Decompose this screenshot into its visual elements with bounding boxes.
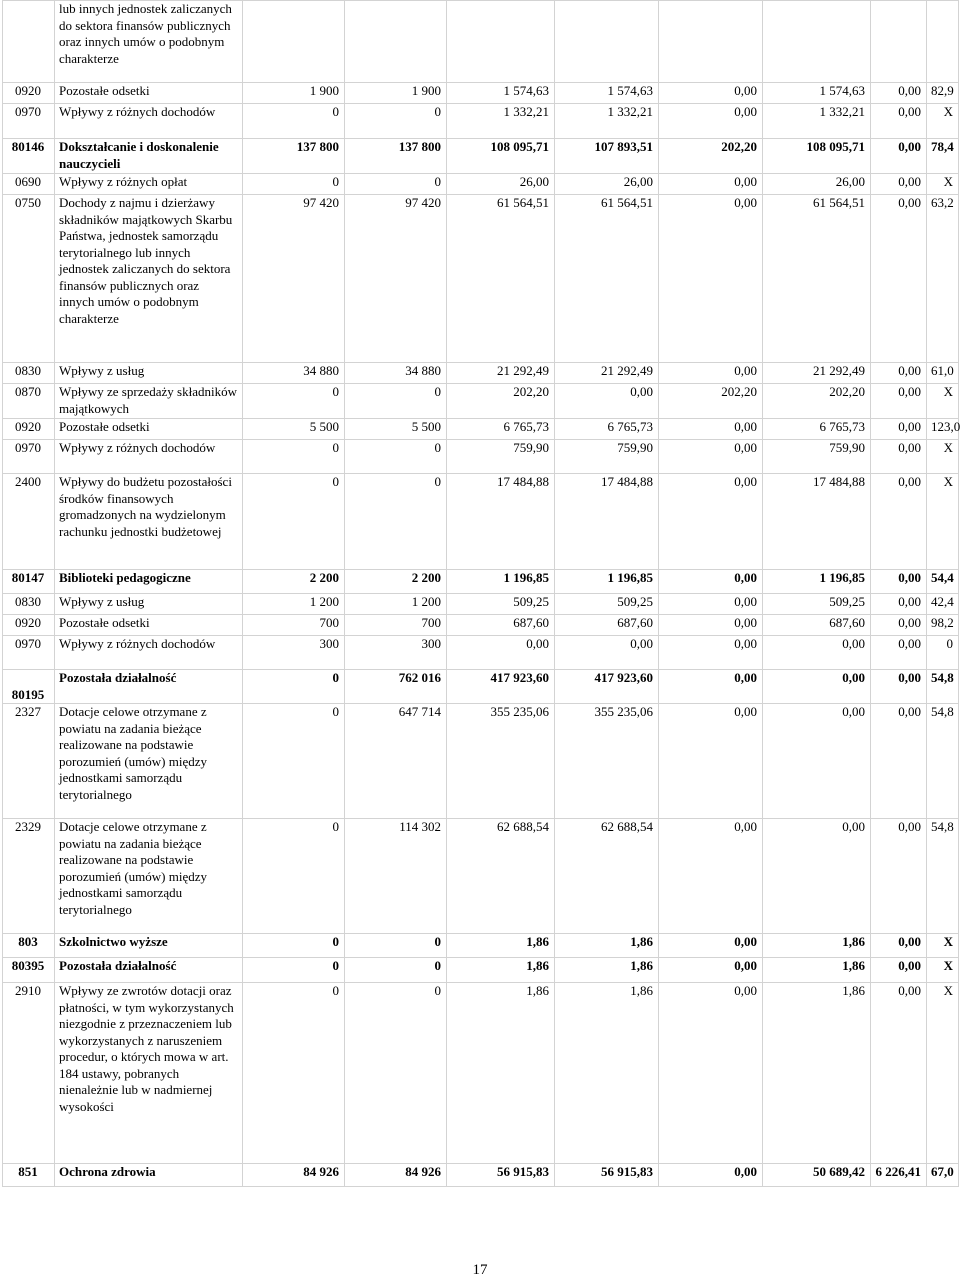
amount-arrears-col: 6 765,73: [763, 419, 871, 440]
classification-code: 0690: [3, 174, 55, 195]
amount-received: 21 292,49: [555, 363, 659, 384]
amount-plan-initial: 0: [243, 819, 345, 934]
amount-plan-after-changes: 700: [345, 615, 447, 636]
amount-overdue: 0,00: [871, 195, 927, 363]
classification-code: 80146: [3, 139, 55, 174]
amount-received: 1,86: [555, 958, 659, 983]
amount-overdue: [871, 1, 927, 83]
budget-income-table: [2, 0, 959, 1187]
amount-plan-initial: 0: [243, 670, 345, 704]
amount-plan-initial: 34 880: [243, 363, 345, 384]
item-description: lub innych jednostek zaliczanych do sektora finansów publicznych oraz innych umów o podobnym charakterze: [55, 1, 243, 83]
amount-overdue: 0,00: [871, 704, 927, 819]
amount-percent: 54,4: [927, 570, 959, 594]
amount-plan-initial: [243, 1, 345, 83]
table-row: [3, 704, 959, 819]
amount-plan-after-changes: 762 016: [345, 670, 447, 704]
classification-code: [3, 1, 55, 83]
amount-receivables: 0,00: [659, 819, 763, 934]
item-description: Pozostała działalność: [55, 670, 243, 704]
amount-receivables: 202,20: [659, 139, 763, 174]
amount-received: 107 893,51: [555, 139, 659, 174]
amount-arrears-col: 1 332,21: [763, 104, 871, 139]
amount-plan-after-changes: 0: [345, 440, 447, 474]
amount-plan-initial: 0: [243, 440, 345, 474]
table-row: [3, 570, 959, 594]
classification-code: 0920: [3, 419, 55, 440]
classification-code: 0870: [3, 384, 55, 419]
classification-code: 80147: [3, 570, 55, 594]
amount-plan-after-changes: 97 420: [345, 195, 447, 363]
amount-arrears-col: 17 484,88: [763, 474, 871, 570]
table-row: [3, 104, 959, 139]
amount-plan-initial: 2 200: [243, 570, 345, 594]
amount-executed: 759,90: [447, 440, 555, 474]
amount-receivables: 0,00: [659, 195, 763, 363]
amount-percent: X: [927, 934, 959, 958]
classification-code: 80195: [3, 670, 55, 704]
amount-received: 355 235,06: [555, 704, 659, 819]
amount-plan-after-changes: 84 926: [345, 1164, 447, 1187]
amount-plan-initial: 0: [243, 474, 345, 570]
amount-received: 56 915,83: [555, 1164, 659, 1187]
item-description: Wpływy z różnych opłat: [55, 174, 243, 195]
item-description: Biblioteki pedagogiczne: [55, 570, 243, 594]
amount-receivables: 0,00: [659, 440, 763, 474]
amount-overdue: 0,00: [871, 440, 927, 474]
amount-plan-after-changes: 0: [345, 104, 447, 139]
table-row: [3, 958, 959, 983]
amount-plan-after-changes: [345, 1, 447, 83]
amount-received: 6 765,73: [555, 419, 659, 440]
table-row: [3, 1164, 959, 1187]
amount-plan-after-changes: 1 900: [345, 83, 447, 104]
table-row: [3, 474, 959, 570]
amount-received: 26,00: [555, 174, 659, 195]
amount-arrears-col: 21 292,49: [763, 363, 871, 384]
amount-plan-after-changes: 0: [345, 174, 447, 195]
table-row: [3, 384, 959, 419]
table-row: [3, 139, 959, 174]
amount-percent: X: [927, 174, 959, 195]
amount-overdue: 0,00: [871, 139, 927, 174]
item-description: Wpływy ze sprzedaży składników majątkowych: [55, 384, 243, 419]
amount-percent: 78,4: [927, 139, 959, 174]
item-description: Ochrona zdrowia: [55, 1164, 243, 1187]
amount-plan-initial: 0: [243, 704, 345, 819]
classification-code: 0830: [3, 594, 55, 615]
amount-plan-initial: 0: [243, 983, 345, 1164]
item-description: Wpływy z różnych dochodów: [55, 440, 243, 474]
amount-executed: 1,86: [447, 958, 555, 983]
amount-executed: 0,00: [447, 636, 555, 670]
amount-arrears-col: [763, 1, 871, 83]
amount-receivables: 0,00: [659, 670, 763, 704]
table-row: [3, 636, 959, 670]
classification-code: 2329: [3, 819, 55, 934]
classification-code: 803: [3, 934, 55, 958]
amount-percent: 61,0: [927, 363, 959, 384]
amount-overdue: 0,00: [871, 615, 927, 636]
classification-code: 0830: [3, 363, 55, 384]
classification-code: 0970: [3, 440, 55, 474]
amount-receivables: 0,00: [659, 1164, 763, 1187]
amount-plan-initial: 84 926: [243, 1164, 345, 1187]
item-description: Pozostałe odsetki: [55, 615, 243, 636]
amount-plan-after-changes: 34 880: [345, 363, 447, 384]
amount-receivables: 0,00: [659, 636, 763, 670]
amount-plan-after-changes: 0: [345, 474, 447, 570]
amount-overdue: 0,00: [871, 594, 927, 615]
amount-receivables: [659, 1, 763, 83]
amount-plan-after-changes: 5 500: [345, 419, 447, 440]
amount-plan-after-changes: 647 714: [345, 704, 447, 819]
amount-percent: X: [927, 104, 959, 139]
amount-plan-initial: 137 800: [243, 139, 345, 174]
classification-code: 2910: [3, 983, 55, 1164]
amount-executed: 509,25: [447, 594, 555, 615]
amount-overdue: 0,00: [871, 934, 927, 958]
classification-code: 0920: [3, 83, 55, 104]
classification-code: 851: [3, 1164, 55, 1187]
amount-plan-initial: 0: [243, 104, 345, 139]
amount-plan-after-changes: 0: [345, 384, 447, 419]
amount-percent: X: [927, 983, 959, 1164]
table-row: [3, 195, 959, 363]
item-description: Wpływy ze zwrotów dotacji oraz płatności, w tym wykorzystanych niezgodnie z przeznaczeniem lub wykorzystanych z naruszeniem procedur, o których mowa w art. 184 ustawy, pobranych nienależnie lub w nadmiernej wysokości: [55, 983, 243, 1164]
amount-receivables: 0,00: [659, 570, 763, 594]
amount-executed: 355 235,06: [447, 704, 555, 819]
table-row: [3, 594, 959, 615]
amount-overdue: 0,00: [871, 958, 927, 983]
amount-received: 1 332,21: [555, 104, 659, 139]
amount-receivables: 0,00: [659, 934, 763, 958]
item-description: Wpływy z usług: [55, 594, 243, 615]
amount-percent: 54,8: [927, 704, 959, 819]
item-description: Pozostałe odsetki: [55, 83, 243, 104]
amount-percent: 54,8: [927, 819, 959, 934]
amount-plan-after-changes: 1 200: [345, 594, 447, 615]
classification-code: 0920: [3, 615, 55, 636]
classification-code: 2400: [3, 474, 55, 570]
amount-receivables: 202,20: [659, 384, 763, 419]
amount-overdue: 0,00: [871, 419, 927, 440]
amount-overdue: 0,00: [871, 636, 927, 670]
amount-plan-initial: 1 200: [243, 594, 345, 615]
amount-executed: 417 923,60: [447, 670, 555, 704]
amount-receivables: 0,00: [659, 104, 763, 139]
item-description: Dochody z najmu i dzierżawy składników majątkowych Skarbu Państwa, jednostek samorządu terytorialnego lub innych jednostek zaliczanych do sektora finansów publicznych oraz innych umów o podobnym charakterze: [55, 195, 243, 363]
amount-executed: 1 574,63: [447, 83, 555, 104]
amount-executed: 1 196,85: [447, 570, 555, 594]
amount-plan-initial: 300: [243, 636, 345, 670]
amount-plan-after-changes: 2 200: [345, 570, 447, 594]
item-description: Pozostałe odsetki: [55, 419, 243, 440]
amount-arrears-col: 1 196,85: [763, 570, 871, 594]
amount-executed: 17 484,88: [447, 474, 555, 570]
amount-received: 509,25: [555, 594, 659, 615]
table-row: [3, 440, 959, 474]
table-row: [3, 670, 959, 704]
amount-arrears-col: 202,20: [763, 384, 871, 419]
amount-executed: 21 292,49: [447, 363, 555, 384]
amount-executed: 61 564,51: [447, 195, 555, 363]
amount-receivables: 0,00: [659, 419, 763, 440]
amount-plan-after-changes: 0: [345, 958, 447, 983]
classification-code: 80395: [3, 958, 55, 983]
amount-received: 1 574,63: [555, 83, 659, 104]
amount-percent: 123,0: [927, 419, 959, 440]
classification-code: 2327: [3, 704, 55, 819]
table-row: [3, 819, 959, 934]
amount-percent: 63,2: [927, 195, 959, 363]
amount-percent: X: [927, 474, 959, 570]
item-description: Dokształcanie i doskonalenie nauczycieli: [55, 139, 243, 174]
classification-code: 0970: [3, 104, 55, 139]
amount-arrears-col: 1,86: [763, 958, 871, 983]
amount-received: 687,60: [555, 615, 659, 636]
amount-received: [555, 1, 659, 83]
table-row: [3, 363, 959, 384]
amount-received: 61 564,51: [555, 195, 659, 363]
amount-plan-initial: 0: [243, 934, 345, 958]
table-row: [3, 1, 959, 83]
table-row: [3, 174, 959, 195]
amount-executed: 1,86: [447, 983, 555, 1164]
item-description: Pozostała działalność: [55, 958, 243, 983]
amount-received: 759,90: [555, 440, 659, 474]
amount-overdue: 0,00: [871, 983, 927, 1164]
amount-arrears-col: 1,86: [763, 934, 871, 958]
amount-overdue: 0,00: [871, 819, 927, 934]
amount-executed: 62 688,54: [447, 819, 555, 934]
amount-percent: 82,9: [927, 83, 959, 104]
amount-received: 62 688,54: [555, 819, 659, 934]
classification-code: 0970: [3, 636, 55, 670]
amount-received: 0,00: [555, 384, 659, 419]
page-number: 17: [472, 1262, 488, 1278]
amount-overdue: 0,00: [871, 384, 927, 419]
amount-received: 417 923,60: [555, 670, 659, 704]
amount-received: 17 484,88: [555, 474, 659, 570]
amount-receivables: 0,00: [659, 83, 763, 104]
amount-receivables: 0,00: [659, 474, 763, 570]
amount-plan-after-changes: 300: [345, 636, 447, 670]
item-description: Dotacje celowe otrzymane z powiatu na zadania bieżące realizowane na podstawie porozumień (umów) między jednostkami samorządu terytorialnego: [55, 819, 243, 934]
amount-receivables: 0,00: [659, 174, 763, 195]
amount-arrears-col: 1 574,63: [763, 83, 871, 104]
amount-percent: 98,2: [927, 615, 959, 636]
amount-executed: 26,00: [447, 174, 555, 195]
amount-plan-initial: 5 500: [243, 419, 345, 440]
amount-received: 1 196,85: [555, 570, 659, 594]
amount-receivables: 0,00: [659, 704, 763, 819]
amount-arrears-col: 687,60: [763, 615, 871, 636]
amount-percent: X: [927, 384, 959, 419]
amount-overdue: 0,00: [871, 83, 927, 104]
table-row: [3, 934, 959, 958]
amount-percent: [927, 1, 959, 83]
amount-percent: 54,8: [927, 670, 959, 704]
amount-arrears-col: 509,25: [763, 594, 871, 615]
amount-plan-initial: 0: [243, 174, 345, 195]
item-description: Wpływy do budżetu pozostałości środków finansowych gromadzonych na wydzielonym rachunku jednostki budżetowej: [55, 474, 243, 570]
amount-receivables: 0,00: [659, 958, 763, 983]
amount-received: 1,86: [555, 934, 659, 958]
amount-arrears-col: 50 689,42: [763, 1164, 871, 1187]
amount-plan-after-changes: 0: [345, 983, 447, 1164]
amount-arrears-col: 0,00: [763, 636, 871, 670]
table-row: [3, 83, 959, 104]
amount-plan-initial: 1 900: [243, 83, 345, 104]
amount-receivables: 0,00: [659, 615, 763, 636]
amount-overdue: 6 226,41: [871, 1164, 927, 1187]
amount-executed: 1 332,21: [447, 104, 555, 139]
table-body: [3, 1, 959, 1187]
item-description: Szkolnictwo wyższe: [55, 934, 243, 958]
amount-executed: 202,20: [447, 384, 555, 419]
amount-received: 0,00: [555, 636, 659, 670]
amount-receivables: 0,00: [659, 594, 763, 615]
amount-arrears-col: 1,86: [763, 983, 871, 1164]
amount-plan-initial: 97 420: [243, 195, 345, 363]
amount-received: 1,86: [555, 983, 659, 1164]
amount-plan-initial: 0: [243, 384, 345, 419]
amount-percent: X: [927, 958, 959, 983]
item-description: Wpływy z różnych dochodów: [55, 636, 243, 670]
item-description: Wpływy z usług: [55, 363, 243, 384]
amount-executed: 108 095,71: [447, 139, 555, 174]
amount-arrears-col: 0,00: [763, 704, 871, 819]
amount-executed: 687,60: [447, 615, 555, 636]
amount-arrears-col: 26,00: [763, 174, 871, 195]
amount-overdue: 0,00: [871, 174, 927, 195]
item-description: Dotacje celowe otrzymane z powiatu na zadania bieżące realizowane na podstawie porozumień (umów) między jednostkami samorządu terytorialnego: [55, 704, 243, 819]
amount-percent: 67,0: [927, 1164, 959, 1187]
amount-plan-initial: 0: [243, 958, 345, 983]
amount-executed: [447, 1, 555, 83]
table-row: [3, 419, 959, 440]
amount-executed: 56 915,83: [447, 1164, 555, 1187]
amount-executed: 1,86: [447, 934, 555, 958]
table-row: [3, 615, 959, 636]
amount-overdue: 0,00: [871, 474, 927, 570]
amount-receivables: 0,00: [659, 363, 763, 384]
amount-overdue: 0,00: [871, 363, 927, 384]
amount-overdue: 0,00: [871, 570, 927, 594]
amount-arrears-col: 759,90: [763, 440, 871, 474]
amount-percent: 0: [927, 636, 959, 670]
table-row: [3, 983, 959, 1164]
amount-overdue: 0,00: [871, 670, 927, 704]
amount-arrears-col: 108 095,71: [763, 139, 871, 174]
amount-plan-after-changes: 137 800: [345, 139, 447, 174]
amount-arrears-col: 0,00: [763, 819, 871, 934]
amount-arrears-col: 0,00: [763, 670, 871, 704]
amount-overdue: 0,00: [871, 104, 927, 139]
amount-plan-initial: 700: [243, 615, 345, 636]
amount-plan-after-changes: 114 302: [345, 819, 447, 934]
amount-percent: X: [927, 440, 959, 474]
classification-code: 0750: [3, 195, 55, 363]
amount-receivables: 0,00: [659, 983, 763, 1164]
amount-plan-after-changes: 0: [345, 934, 447, 958]
amount-arrears-col: 61 564,51: [763, 195, 871, 363]
amount-executed: 6 765,73: [447, 419, 555, 440]
item-description: Wpływy z różnych dochodów: [55, 104, 243, 139]
amount-percent: 42,4: [927, 594, 959, 615]
